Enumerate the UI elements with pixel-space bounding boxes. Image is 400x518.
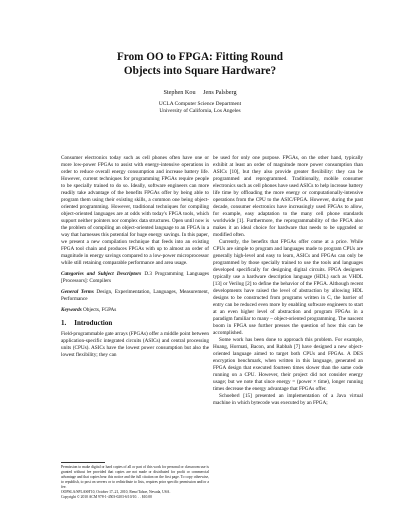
categories-text: D.3 Programming Languages [Processors]: Compilers bbox=[61, 271, 210, 284]
section-heading-introduction bbox=[61, 320, 209, 327]
general-terms-paragraph bbox=[61, 289, 209, 303]
right-column bbox=[213, 155, 363, 407]
keywords-text: Objects, FGPAs bbox=[83, 307, 117, 313]
categories-label: Categories and Subject Descriptors bbox=[61, 271, 142, 277]
permission-notice bbox=[61, 462, 209, 500]
general-terms-label: General Terms bbox=[61, 289, 94, 295]
general-terms-text: Design, Experimentation, Languages, Measurement, Performance bbox=[61, 289, 209, 302]
left-column bbox=[61, 155, 209, 359]
paragraph-4: Schoeberl [15] presented an implementation of a Java virtual machine in which bytecode was executed by an FPGA; bbox=[213, 393, 363, 406]
permission-text: Permission to make digital or hard copies of all or part of this work for personal or classroom use is granted without fee provided that copies are not made or distributed for profit or commercial advantage and that copies bear this notice and the full citation on the first page. To copy otherwise, to republish, to post on servers or to redistribute to lists, requires prior specific permission and/or a fee. bbox=[61, 465, 209, 489]
author-1: Stephen Kou bbox=[163, 89, 196, 96]
title-line-2: Objects into Square Hardware? bbox=[123, 65, 277, 77]
section-title: Introduction bbox=[74, 319, 113, 327]
introduction-text: Field-programmable gate arrays (FPGAs) offer a middle point between application-specific integrated circuits (ASICs) and central processing units (CPUs). ASICs have the lowest power consumption but also the lowest flexibility; they can bbox=[61, 331, 209, 358]
paragraph-1: be used for only one purpose. FPGAs, on the other hand, typically exhibit at least an order of magnitude more power consumption than ASICs [10], but they also provide greater flexibility: they can be programmed and reprogrammed. Traditionally, mobile consumer electronics such as cell phones have used ASICs to help increase battery life time by offloading the more energy or computationally-intensive operations from the CPU to the ASIC/FPGA. However, during the past decade, consumer electronics have increasingly used FPGAs to allow, for example, easy adaptation to the many cell phone standards worldwide [1]. Furthermore, the reprogrammability of the FPGA also makes it an ideal choice for hardware that needs to be upgraded or modified often. bbox=[213, 155, 363, 238]
copyright-line: Copyright © 2010 ACM 978-1-4503-0203-6/10/10. . . $10.00 bbox=[61, 495, 152, 499]
categories-paragraph bbox=[61, 271, 209, 285]
affiliation bbox=[0, 101, 400, 116]
affiliation-line-2: University of California, Los Angeles bbox=[159, 108, 241, 115]
keywords-label: Keywords bbox=[61, 307, 82, 313]
abstract-text: Consumer electronics today such as cell phones often have one or more low-power FPGAs to assist with energy-intensive operations in order to reduce overall energy consumption and increase battery life. However, current techniques for programming FPGAs require people to be specially trained to do so. Ideally, software engineers can more readily take advantage of the benefits FPGAs offer by being able to program them using their existing skills, a common one being object-oriented programming. However, traditional techniques for compiling object-oriented languages are at odds with today's FPGA tools, which support neither pointers nor complex data structures. Open until now is the problem of compiling an object-oriented language to an FPGA in a way that harnesses this potential for huge energy savings. In this paper, we present a new compilation technique that feeds into an existing FPGA tool chain and produces FPGAs with up to almost an order of magnitude in energy savings compared to a low-power microprocessor while still retaining comparable performance and area usage. bbox=[61, 155, 209, 266]
section-number: 1. bbox=[61, 319, 67, 327]
affiliation-line-1: UCLA Computer Science Department bbox=[158, 101, 242, 107]
paragraph-3: Some work has been done to approach this problem. For example, Huang, Hormati, Bacon, and Rabbah [7] have designed a new object-oriented language aimed to target both CPUs and FPGAs. A DES encryption benchmark, when written in this language, generated an FPGA design that executed fourteen times slower than the same code running on a CPU. However, their project did not consider energy usage; but we note that since energy = (power × time), longer running times decrease the energy advantage that FPGAs offer. bbox=[213, 337, 363, 392]
author-list bbox=[0, 89, 400, 96]
keywords-paragraph bbox=[61, 307, 209, 314]
conference-line: OOPSLA/SPLASH'10, October 17–21, 2010, Reno/Tahoe, Nevada, USA. bbox=[61, 490, 171, 494]
footnote-rule bbox=[61, 462, 105, 463]
paper-title bbox=[0, 50, 400, 78]
author-2: Jens Palsberg bbox=[203, 89, 237, 96]
title-line-1: From OO to FPGA: Fitting Round bbox=[116, 51, 284, 63]
paragraph-2: Currently, the benefits that FPGAs offer come at a price. While CPUs are simple to program and languages made to program CPUs are generally high-level and easy to learn, ASICs and FPGAs can only be programmed by those specially trained to use the tools and languages developed specifically for designing digital circuits. FPGA designers typically use a hardware description language (HDL) such as VHDL [13] or Verilog [2] to define the behavior of the FPGA. Although recent developments have raised the level of abstraction by allowing HDL designs to be constructed from programs written in C, the barrier of entry can be reduced even more by enabling software engineers to start at an even higher level of abstraction and program FPGAs in a paradigm familiar to many – object-oriented programming. The nascent boom in FPGA use further presses the question of how this can be accomplished. bbox=[213, 239, 363, 336]
